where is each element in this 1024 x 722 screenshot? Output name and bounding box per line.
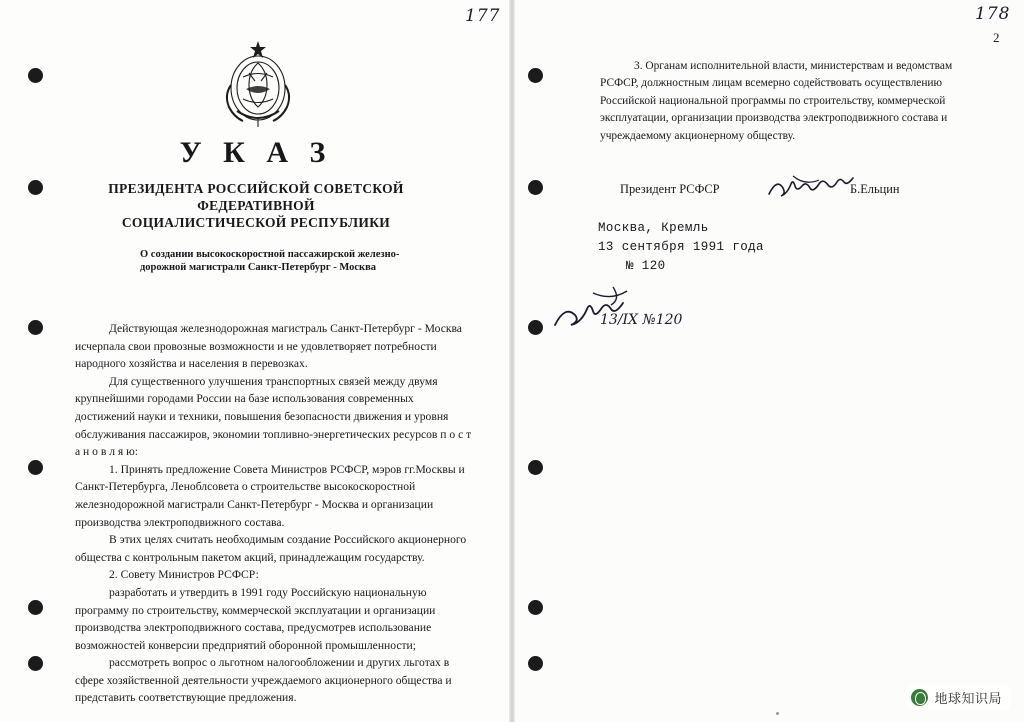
punch-hole [528,600,543,615]
punch-hole [28,320,43,335]
paragraph: Действующая железнодорожная магистраль Санкт-Петербург - Москва исчерпала свои провозные возможности и не удовлетворяет потребности народного хозяйства и населения в перевозках. [75,322,462,371]
punch-hole [28,68,43,83]
document-subject [140,248,430,274]
rsfsr-coat-of-arms-icon [213,33,303,133]
handwritten-signature-icon [765,172,860,200]
punch-hole [528,180,543,195]
page-title: У К А З [179,136,333,169]
punch-hole [28,180,43,195]
folio-number-left: 177 [465,6,501,26]
paragraph: рассмотреть вопрос о льготном налогообложении и других льготах в сфере хозяйственной деятельности учреждаемого акционерного общества и представить соответствующие предложения. [75,656,452,705]
document-body-left [75,320,475,707]
page-gutter [509,0,515,722]
subject-line-2: дорожной магистрали Санкт-Петербург - Москва [140,262,376,273]
authority-line-1: ПРЕЗИДЕНТА РОССИЙСКОЙ СОВЕТСКОЙ ФЕДЕРАТИВНОЙ [108,181,404,213]
document-body-right [600,58,990,145]
scan-artifact [776,712,779,715]
signer-title: Президент РСФСР [620,182,720,196]
punch-hole [528,320,543,335]
document-date: 13 сентября 1991 года [598,240,764,254]
document-authority [56,180,456,231]
punch-hole [528,656,543,671]
document-footer [598,219,764,276]
paragraph: В этих целях считать необходимым создание Российского акционерного общества с контрольным пакетом акций, принадлежащим государству. [75,533,467,564]
document-place: Москва, Кремль [598,221,709,235]
punch-hole [28,600,43,615]
punch-hole [28,656,43,671]
handwritten-resolution-icon [545,275,725,345]
watermark-text: 地球知识局 [934,691,1002,706]
punch-hole [28,460,43,475]
globe-icon [911,689,928,706]
paragraph: разработать и утвердить в 1991 году Российскую национальную программу по строительству, коммерческой эксплуатации и организации производства электроподвижного состава, предусмотрев использование возможностей конверсии предприятий оборонной промышленности; [75,585,436,652]
document-number: № 120 [626,259,666,273]
authority-line-2: СОЦИАЛИСТИЧЕСКОЙ РЕСПУБЛИКИ [121,215,391,230]
resolution-date: 13/IX №120 [600,312,683,328]
page-number: 2 [993,30,1000,45]
paragraph: 2. Совету Министров РСФСР: [109,568,259,582]
punch-hole [528,460,543,475]
punch-hole [528,68,543,83]
folio-number-right: 178 [975,4,1011,24]
paragraph: 3. Органам исполнительной власти, министерствам и ведомствам РСФСР, должностным лицам всемерно содействовать осуществлению Российской национальной программы по строительству, коммерческой эксплуатации, организации производства электроподвижного состава и учреждаемому акционерному обществу. [600,60,953,142]
paragraph: Для существенного улучшения транспортных связей между двумя крупнейшими городами России на базе использования современных достижений науки и техники, повышения безопасности движения и уровня обслуживания пассажиров, экономии топливно-энергетических ресурсов п о с т а н о в л я ю: [75,374,472,459]
watermark-badge [907,685,1010,710]
paragraph: 1. Принять предложение Совета Министров РСФСР, мэров гг.Москвы и Санкт-Петербурга, Леноблсовета о строительстве высокоскоростной железнодорожной магистрали Санкт-Петербург - Москва и организации производства электроподвижного состава. [75,462,465,529]
subject-line-1: О создании высокоскоростной пассажирской железно- [140,249,400,260]
signer-name: Б.Ельцин [850,182,900,196]
